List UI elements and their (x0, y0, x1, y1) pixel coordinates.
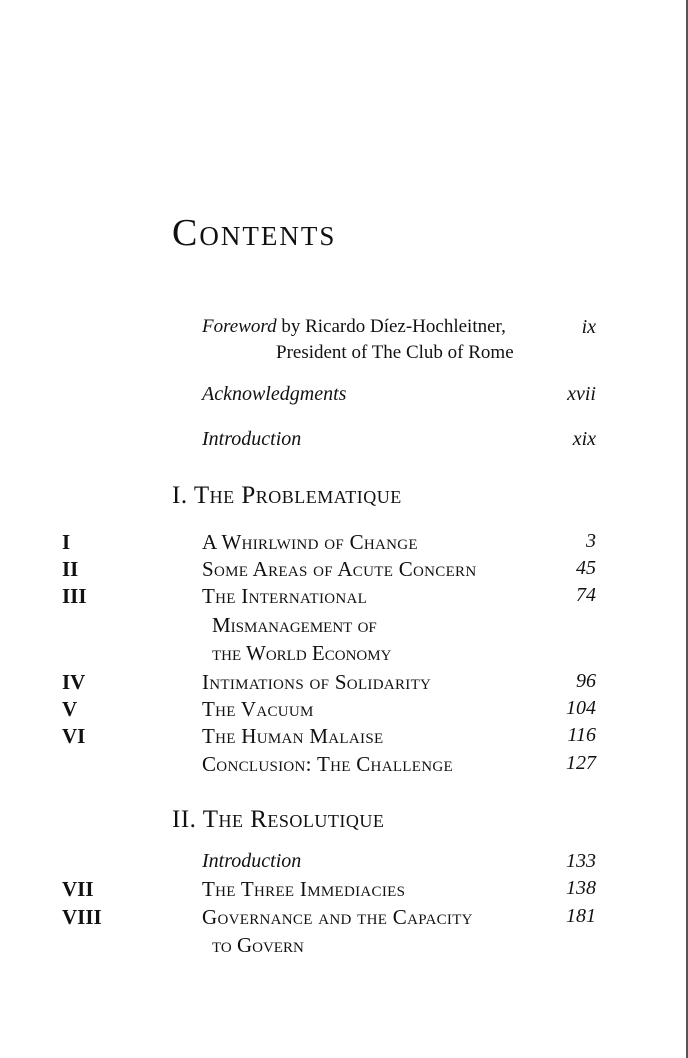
part-heading: I. The Problematique (172, 482, 402, 509)
toc-entry (0, 584, 688, 610)
page-number: 116 (567, 724, 596, 746)
chapter-number: V (62, 697, 78, 721)
chapter-title: Conclusion: The Challenge (202, 752, 453, 776)
foreword-label: Foreword (202, 316, 277, 337)
page-number: 45 (576, 557, 596, 579)
chapter-number: II (62, 557, 79, 581)
chapter-number: IV (62, 670, 86, 694)
toc-entry (0, 752, 688, 778)
foreword-author-title: President of The Club of Rome (276, 342, 514, 363)
toc-entry-foreword-cont (0, 342, 688, 368)
toc-entry-acknowledgments (0, 383, 688, 409)
chapter-number: VIII (62, 905, 102, 929)
toc-entry (0, 697, 688, 723)
toc-entry-cont (0, 933, 688, 959)
toc-entry-introduction (0, 428, 688, 454)
chapter-title: Some Areas of Acute Concern (202, 557, 477, 581)
chapter-title-cont: to Govern (212, 933, 304, 957)
toc-entry (0, 670, 688, 696)
toc-entry (0, 905, 688, 931)
foreword-author: by Ricardo Díez-Hochleitner, (276, 316, 506, 337)
toc-entry-foreword (0, 316, 688, 342)
page-number: ix (581, 316, 596, 338)
page-number: 96 (576, 670, 596, 692)
toc-entry (0, 724, 688, 750)
chapter-title: The Human Malaise (202, 724, 384, 748)
chapter-title: The Vacuum (202, 697, 314, 721)
page-number: 138 (566, 877, 596, 899)
part-heading: II. The Resolutique (172, 806, 385, 833)
page-number: 133 (566, 850, 596, 872)
chapter-title-cont: Mismanagement of (212, 613, 377, 637)
acknowledgments-label: Acknowledgments (202, 383, 347, 405)
page-number: 104 (566, 697, 596, 719)
chapter-title: Intimations of Solidarity (202, 670, 432, 694)
page-number: 3 (586, 530, 596, 552)
chapter-title: Governance and the Capacity (202, 905, 473, 929)
toc-entry (0, 877, 688, 903)
contents-title: Contents (172, 212, 337, 254)
chapter-number: III (62, 584, 87, 608)
page-number: xvii (567, 383, 596, 405)
toc-entry (0, 530, 688, 556)
chapter-number: VII (62, 877, 94, 901)
toc-entry (0, 850, 688, 876)
chapter-title: The International (202, 584, 368, 608)
introduction-label: Introduction (202, 428, 302, 450)
chapter-title: A Whirlwind of Change (202, 530, 418, 554)
chapter-title-cont: the World Economy (212, 641, 392, 665)
toc-entry-cont (0, 613, 688, 639)
chapter-title: Introduction (202, 850, 302, 872)
toc-entry (0, 557, 688, 583)
page-number: xix (572, 428, 596, 450)
chapter-title: The Three Immediacies (202, 877, 406, 901)
chapter-number: VI (62, 724, 86, 748)
chapter-number: I (62, 530, 71, 554)
page-number: 181 (566, 905, 596, 927)
page-number: 127 (566, 752, 596, 774)
toc-entry-cont (0, 641, 688, 667)
page-number: 74 (576, 584, 596, 606)
